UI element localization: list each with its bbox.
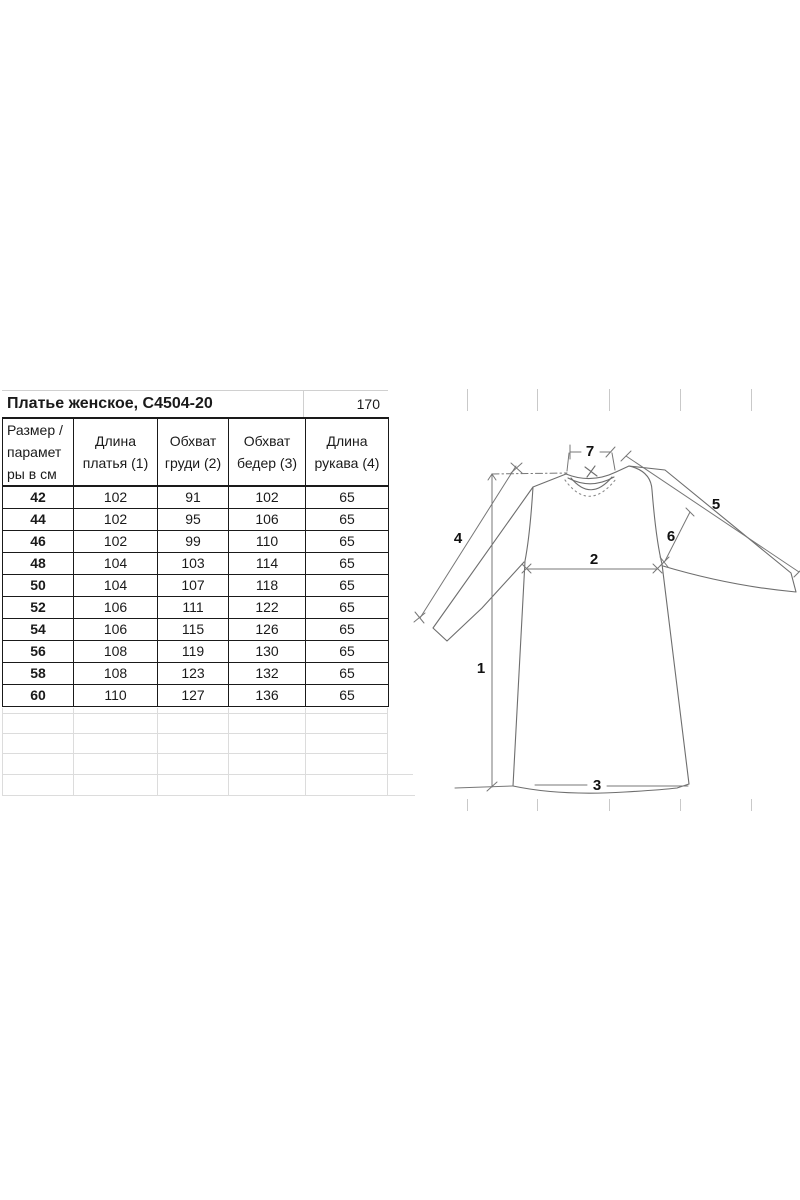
size-table-body xyxy=(3,486,389,707)
value-cell: 99 xyxy=(158,531,229,553)
grid-line xyxy=(2,753,388,754)
header-sleeve-length: Длина рукава (4) xyxy=(306,418,389,486)
value-cell: 108 xyxy=(74,663,158,685)
value-cell: 123 xyxy=(158,663,229,685)
table-row xyxy=(3,509,389,531)
table-row xyxy=(3,619,389,641)
table-row xyxy=(3,641,389,663)
table-row xyxy=(3,575,389,597)
value-cell: 136 xyxy=(229,685,306,707)
grid-line xyxy=(387,708,388,796)
value-cell: 126 xyxy=(229,619,306,641)
value-cell: 65 xyxy=(306,553,389,575)
value-cell: 110 xyxy=(229,531,306,553)
table-row xyxy=(3,486,389,509)
dim-label-3: 3 xyxy=(592,777,602,794)
size-cell: 50 xyxy=(3,575,74,597)
value-cell: 65 xyxy=(306,597,389,619)
header-dress-length: Длина платья (1) xyxy=(74,418,158,486)
value-cell: 104 xyxy=(74,575,158,597)
model-height-value: 170 xyxy=(303,391,388,417)
value-cell: 91 xyxy=(158,486,229,509)
value-cell: 122 xyxy=(229,597,306,619)
value-cell: 107 xyxy=(158,575,229,597)
dress-diagram xyxy=(400,380,800,820)
table-row xyxy=(3,531,389,553)
size-cell: 56 xyxy=(3,641,74,663)
size-cell: 52 xyxy=(3,597,74,619)
table-row xyxy=(3,597,389,619)
value-cell: 114 xyxy=(229,553,306,575)
value-cell: 102 xyxy=(74,509,158,531)
dim-label-4: 4 xyxy=(453,530,463,547)
value-cell: 106 xyxy=(74,619,158,641)
grid-line xyxy=(157,708,158,796)
value-cell: 115 xyxy=(158,619,229,641)
header-hips: Обхват бедер (3) xyxy=(229,418,306,486)
value-cell: 103 xyxy=(158,553,229,575)
header-row xyxy=(3,418,389,486)
dim-label-1: 1 xyxy=(476,660,486,677)
title-row xyxy=(2,390,388,417)
header-size-param: Размер / парамет ры в см xyxy=(3,418,74,486)
header-bust: Обхват груди (2) xyxy=(158,418,229,486)
value-cell: 65 xyxy=(306,663,389,685)
dim-label-6: 6 xyxy=(666,528,676,545)
size-cell: 60 xyxy=(3,685,74,707)
value-cell: 118 xyxy=(229,575,306,597)
value-cell: 102 xyxy=(74,531,158,553)
grid-line xyxy=(2,713,388,714)
doc-title: Платье женское, С4504-20 xyxy=(7,395,213,412)
dress-outline xyxy=(433,466,796,793)
value-cell: 104 xyxy=(74,553,158,575)
value-cell: 102 xyxy=(229,486,306,509)
dim-label-7: 7 xyxy=(585,443,595,460)
value-cell: 65 xyxy=(306,509,389,531)
value-cell: 111 xyxy=(158,597,229,619)
grid-line xyxy=(73,708,74,796)
grid-line xyxy=(2,774,388,775)
value-cell: 127 xyxy=(158,685,229,707)
value-cell: 108 xyxy=(74,641,158,663)
grid-line xyxy=(2,795,388,796)
dim-label-5: 5 xyxy=(711,496,721,513)
value-cell: 119 xyxy=(158,641,229,663)
value-cell: 65 xyxy=(306,619,389,641)
value-cell: 102 xyxy=(74,486,158,509)
grid-line xyxy=(2,708,3,796)
value-cell: 65 xyxy=(306,575,389,597)
size-cell: 42 xyxy=(3,486,74,509)
value-cell: 65 xyxy=(306,486,389,509)
grid-line xyxy=(2,733,388,734)
value-cell: 95 xyxy=(158,509,229,531)
value-cell: 110 xyxy=(74,685,158,707)
value-cell: 65 xyxy=(306,531,389,553)
dim-label-2: 2 xyxy=(589,551,599,568)
size-cell: 54 xyxy=(3,619,74,641)
value-cell: 106 xyxy=(74,597,158,619)
grid-line xyxy=(305,708,306,796)
size-cell: 58 xyxy=(3,663,74,685)
size-cell: 46 xyxy=(3,531,74,553)
value-cell: 132 xyxy=(229,663,306,685)
value-cell: 106 xyxy=(229,509,306,531)
size-cell: 48 xyxy=(3,553,74,575)
table-row xyxy=(3,553,389,575)
table-row xyxy=(3,663,389,685)
table-row xyxy=(3,685,389,707)
value-cell: 65 xyxy=(306,641,389,663)
grid-line xyxy=(228,708,229,796)
size-cell: 44 xyxy=(3,509,74,531)
size-table xyxy=(2,417,389,707)
value-cell: 65 xyxy=(306,685,389,707)
value-cell: 130 xyxy=(229,641,306,663)
